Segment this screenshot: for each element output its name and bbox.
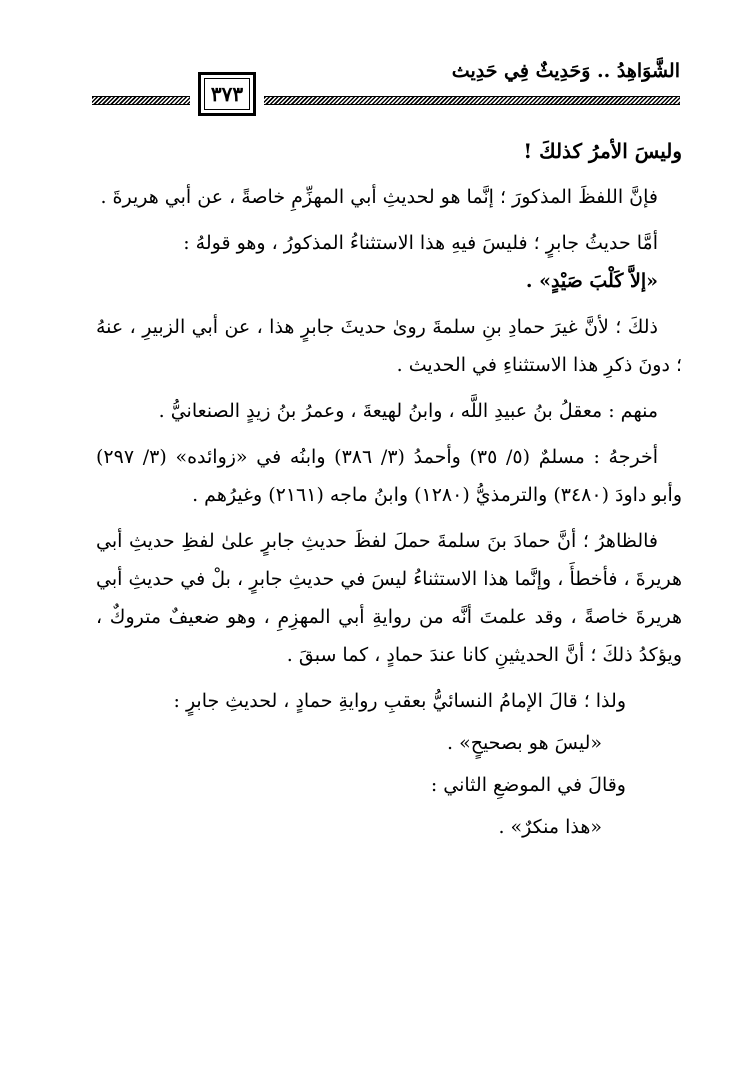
paragraph-2 (96, 224, 682, 300)
running-title: الشَّوَاهِدُ .. وَحَدِيثٌ فِي حَدِيث (451, 60, 680, 82)
page-number: ٣٧٣ (210, 82, 244, 106)
paragraph-4: منهم : معقلُ بنُ عبيدِ اللَّه ، وابنُ لهيعةَ ، وعمرُ بنُ زيدٍ الصنعانيُّ . (158, 400, 658, 422)
paragraph-8-quote: «هذا منكرٌ» . (498, 816, 602, 838)
paragraph-7: ولذا ؛ قالَ الإمامُ النسائيُّ بعقبِ روايةِ حمادٍ ، لحديثِ جابرٍ : (173, 690, 626, 712)
paragraph-2-quote: «إلاَّ كَلْبَ صَيْدٍ» . (525, 270, 658, 292)
paragraph-6: فالظاهرُ ؛ أنَّ حمادَ بنَ سلمةَ حملَ لفظَ حديثِ جابرٍ علىٰ لفظِ حديثِ أبي هريرةَ ، فأخطأَ ، وإنَّما هذا الاستثناءُ ليسَ في حديثِ جابرٍ ، بلْ في حديثِ أبي هريرةَ خاصةً ، وقد علمتَ أنَّه من روايةِ أبي المهزِمِ ، وهو ضعيفٌ متروكٌ ، ويؤكدُ ذلكَ ؛ أنَّ الحديثينِ كانا عندَ حمادٍ ، كما سبقَ . (96, 530, 682, 666)
page-number-frame (198, 72, 256, 116)
section-heading: وليسَ الأمرُ كذلكَ ! (523, 139, 682, 163)
paragraph-3: ذلكَ ؛ لأنَّ غيرَ حمادِ بنِ سلمةَ روىٰ حديثَ جابرٍ هذا ، عن أبي الزبيرِ ، عنهُ ؛ دونَ ذكرِ هذا الاستثناءِ في الحديث . (96, 316, 682, 376)
page-header (92, 58, 680, 120)
paragraph-5: أخرجهُ : مسلمٌ (٥/ ٣٥) وأحمدُ (٣/ ٣٨٦) وابنُه في «زوائده» (٣/ ٢٩٧) وأبو داودَ (٣٤٨٠) والترمذيُّ (١٢٨٠) وابنُ ماجه (٢١٦١) وغيرُهم . (96, 446, 682, 506)
paragraph-7-quote: «ليسَ هو بصحيحٍ» . (446, 732, 602, 754)
quotes-block (96, 682, 682, 846)
main-text (96, 132, 682, 850)
header-rule-left (92, 96, 190, 105)
header-rule-right (264, 96, 680, 105)
paragraph-8: وقالَ في الموضعِ الثاني : (430, 774, 626, 796)
paragraph-1: فإنَّ اللفظَ المذكورَ ؛ إنَّما هو لحديثِ أبي المهزِّمِ خاصةً ، عن أبي هريرةَ . (100, 186, 658, 208)
paragraph-2-text: أمَّا حديثُ جابرٍ ؛ فليسَ فيهِ هذا الاستثناءُ المذكورُ ، وهو قولهُ : (183, 232, 658, 254)
